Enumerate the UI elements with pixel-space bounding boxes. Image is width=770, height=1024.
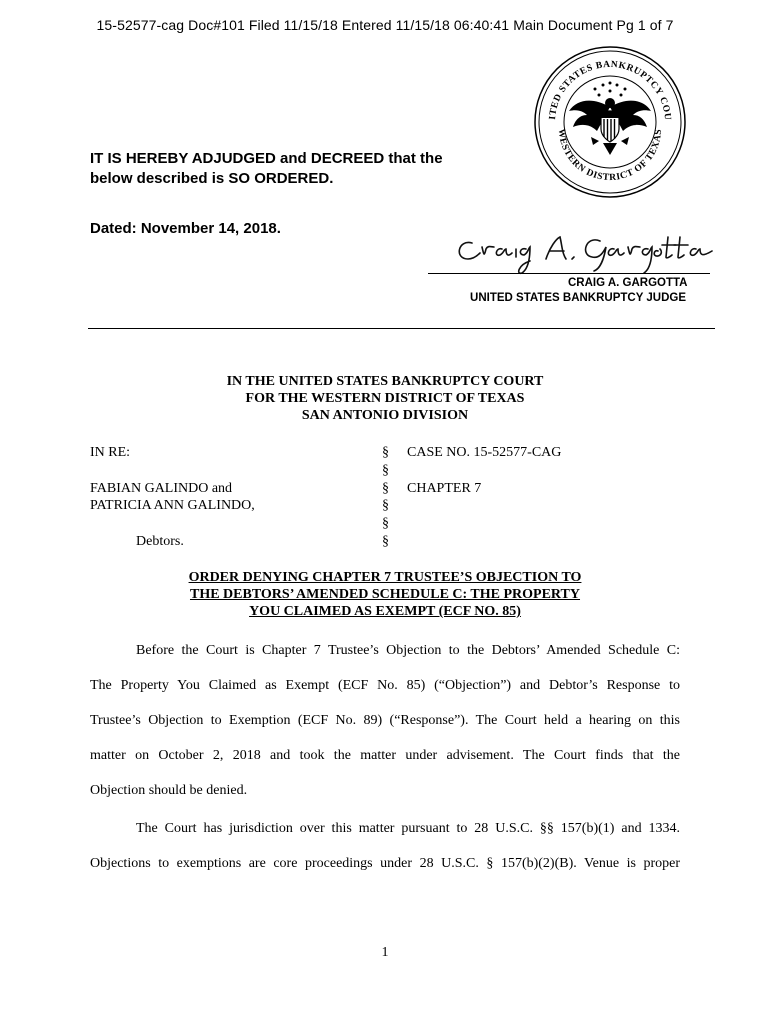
header-divider bbox=[88, 328, 715, 329]
in-re-label: IN RE: bbox=[90, 445, 131, 460]
paragraph-line: Before the Court is Chapter 7 Trustee’s Objection to the Debtors’ Amended Schedule C: bbox=[136, 643, 680, 658]
debtor-name-2: PATRICIA ANN GALINDO, bbox=[90, 498, 255, 514]
body-paragraph-1 bbox=[90, 633, 680, 808]
order-title-line-3: YOU CLAIMED AS EXEMPT (ECF NO. 85) bbox=[249, 604, 521, 619]
chapter-label: CHAPTER 7 bbox=[407, 480, 482, 496]
judge-name bbox=[428, 277, 710, 289]
court-name: IN THE UNITED STATES BANKRUPTCY COURT bbox=[226, 374, 544, 389]
eagle-seal-icon bbox=[533, 45, 687, 199]
handwritten-signature bbox=[450, 225, 720, 277]
paragraph-line: The Court has jurisdiction over this matter pursuant to 28 U.S.C. §§ 157(b)(1) and 1334. bbox=[136, 821, 680, 836]
caption-parties bbox=[90, 444, 360, 551]
decree-line-2: below described is SO ORDERED. bbox=[90, 170, 334, 187]
page-number: 1 bbox=[381, 945, 389, 960]
decree-statement bbox=[90, 149, 510, 189]
section-mark: § bbox=[382, 533, 389, 549]
order-title-line-1: ORDER DENYING CHAPTER 7 TRUSTEE’S OBJECTION TO bbox=[188, 570, 582, 585]
court-district: FOR THE WESTERN DISTRICT OF TEXAS bbox=[245, 391, 525, 406]
section-mark: § bbox=[382, 498, 389, 514]
filing-header: 15-52577-cag Doc#101 Filed 11/15/18 Entered 11/15/18 06:40:41 Main Document Pg 1 of 7 bbox=[96, 17, 674, 33]
section-mark: § bbox=[382, 445, 389, 460]
order-title bbox=[0, 569, 770, 620]
seal-bottom-text: WESTERN DISTRICT OF TEXAS bbox=[555, 128, 665, 184]
caption-case-info bbox=[407, 444, 667, 497]
decree-line-1: IT IS HEREBY ADJUDGED and DECREED that the bbox=[90, 150, 443, 167]
debtors-label: Debtors. bbox=[136, 533, 184, 549]
order-title-line-2: THE DEBTORS’ AMENDED SCHEDULE C: THE PROPERTY bbox=[189, 587, 581, 602]
paragraph-line: Objections to exemptions are core proceedings under 28 U.S.C. § 157(b)(2)(B). Venue is proper bbox=[90, 856, 680, 871]
debtor-name-1: FABIAN GALINDO and bbox=[90, 480, 233, 496]
paragraph-line: Objection should be denied. bbox=[90, 783, 248, 798]
judge-title: UNITED STATES BANKRUPTCY JUDGE bbox=[470, 292, 686, 304]
dated-line: Dated: November 14, 2018. bbox=[90, 220, 281, 237]
signature-rule bbox=[428, 273, 710, 274]
section-mark: § bbox=[382, 480, 389, 496]
seal-top-text: ITED STATES BANKRUPTCY COU bbox=[548, 59, 673, 122]
section-mark: § bbox=[382, 462, 389, 478]
court-division: SAN ANTONIO DIVISION bbox=[301, 408, 469, 423]
paragraph-line: The Property You Claimed as Exempt (ECF No. 85) (“Objection”) and Debtor’s Response to bbox=[90, 678, 680, 693]
caption-section-marks bbox=[382, 444, 396, 551]
section-mark: § bbox=[382, 516, 389, 532]
judge-name-text: CRAIG A. GARGOTTA bbox=[568, 277, 688, 289]
paragraph-line: Trustee’s Objection to Exemption (ECF No. 89) (“Response”). The Court held a hearing on this bbox=[90, 713, 680, 728]
paragraph-line: matter on October 2, 2018 and took the matter under advisement. The Court finds that the bbox=[90, 748, 680, 763]
judge-signature bbox=[450, 225, 720, 277]
body-paragraph-2 bbox=[90, 811, 680, 881]
case-number: CASE NO. 15-52577-CAG bbox=[407, 445, 562, 460]
